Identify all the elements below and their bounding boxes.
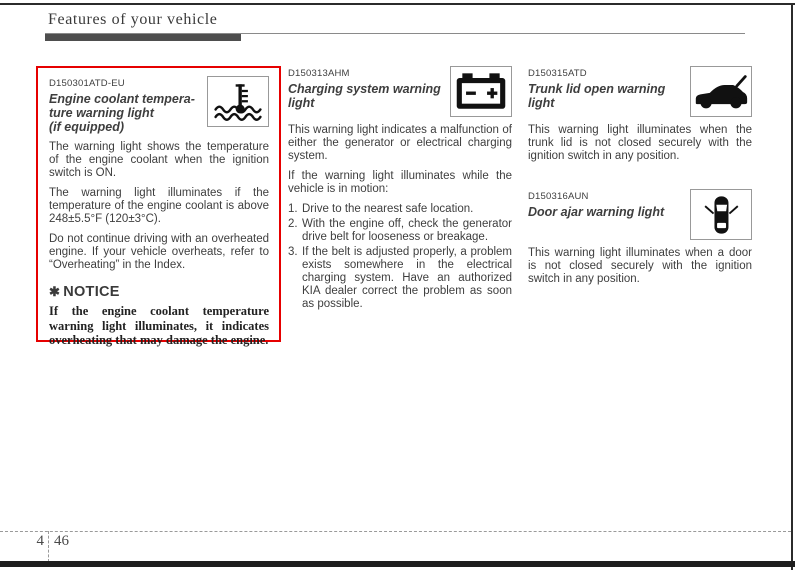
section-title: Door ajar warning light: [528, 205, 665, 219]
section-title: Trunk lid open warning light: [528, 82, 666, 110]
footer-bar: [0, 561, 795, 567]
car-trunk-open-icon: [693, 70, 749, 114]
section-trunk-lid: [528, 66, 752, 293]
notice-asterisk-icon: ✱: [49, 284, 61, 299]
warning-light-icon-box: [207, 76, 269, 127]
list-item-text: If the belt is adjusted properly, a problem exists somewhere in the electrical charging system. Have an authorized KIA dealer correct the problem as soon as possible.: [302, 246, 512, 310]
list-item: [288, 203, 512, 216]
numbered-list: [288, 203, 512, 311]
list-item-text: With the engine off, check the generator drive belt for looseness or breakage.: [302, 218, 512, 243]
warning-light-icon-box: [690, 66, 752, 117]
section-code: D150315ATD: [528, 68, 587, 79]
page-top-border: [0, 3, 795, 5]
paragraph: This warning light indicates a malfunction of either the generator or electrical charging system.: [288, 124, 512, 162]
list-item: [288, 246, 512, 311]
paragraph: The warning light shows the temperature of the engine coolant when the ignition switch is ON.: [49, 141, 269, 179]
page-right-border: [791, 3, 793, 570]
list-item-number: 1.: [288, 203, 298, 215]
section-title-line: (if equipped): [49, 120, 124, 134]
paragraph: This warning light illuminates when the trunk lid is not closed securely with the ignition switch in any position.: [528, 124, 752, 162]
warning-light-icon-box: [450, 66, 512, 117]
section-code: D150301ATD-EU: [49, 78, 125, 89]
notice-text: If the engine coolant temperature warning light illuminates, it indicates overheating that may damage the engine.: [49, 304, 269, 347]
page-number-value: 46: [54, 533, 69, 549]
section-code: D150313AHM: [288, 68, 350, 79]
paragraph: Do not continue driving with an overheated engine. If your vehicle overheats, refer to “Overheating” in the Index.: [49, 233, 269, 271]
paragraph: If the warning light illuminates while the vehicle is in motion:: [288, 170, 512, 195]
footer-dashed-rule: [0, 531, 791, 532]
car-door-ajar-icon: [693, 193, 749, 237]
section-title-line: Engine coolant tempera-: [49, 92, 195, 106]
paragraph: The warning light illuminates if the temperature of the engine coolant is above 248±5.5°F (120±3°C).: [49, 187, 269, 225]
chapter-number: 4: [36, 533, 44, 549]
warning-light-icon-box: [690, 189, 752, 240]
page-title: Features of your vehicle: [48, 11, 218, 28]
section-title-line: ture warning light: [49, 106, 154, 120]
header-accent-bar: [45, 34, 241, 41]
list-item: [288, 218, 512, 244]
battery-icon: [453, 70, 509, 114]
footer-dashed-divider: [48, 531, 49, 562]
notice-block: [49, 284, 269, 348]
list-item-number: 3.: [288, 246, 298, 258]
section-engine-coolant: [36, 66, 281, 347]
section-code: D150316AUN: [528, 191, 589, 202]
list-item-number: 2.: [288, 218, 298, 230]
section-title: Charging system warning light: [288, 82, 441, 110]
section-door-ajar: [528, 189, 752, 286]
coolant-temperature-icon: [210, 80, 266, 124]
section-charging-system: [288, 66, 512, 313]
list-item-text: Drive to the nearest safe location.: [302, 203, 474, 215]
paragraph: This warning light illuminates when a door is not closed securely with the ignition switch in any position.: [528, 247, 752, 285]
notice-label: NOTICE: [63, 284, 120, 300]
